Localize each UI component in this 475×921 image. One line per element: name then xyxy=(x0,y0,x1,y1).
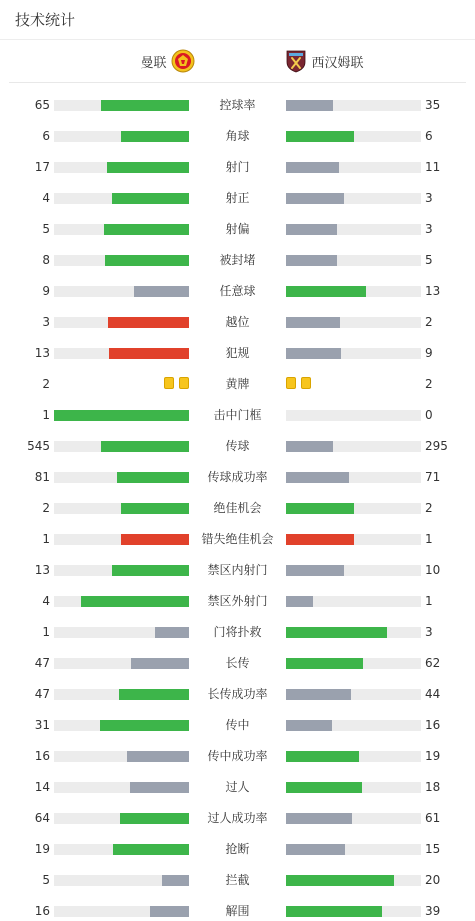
home-stat-bar-track xyxy=(54,627,189,638)
home-stat-bar-track xyxy=(54,658,189,669)
stat-row xyxy=(0,467,475,487)
home-stat-value: 47 xyxy=(34,656,50,670)
stat-row xyxy=(0,498,475,518)
stat-row xyxy=(0,250,475,270)
away-stat-value: 9 xyxy=(425,346,433,360)
away-stat-bar xyxy=(286,100,333,111)
stat-row xyxy=(0,436,475,456)
home-yellow-cards xyxy=(164,377,189,390)
stat-row xyxy=(0,126,475,146)
stat-row xyxy=(0,839,475,859)
away-stat-bar-track xyxy=(286,131,421,142)
stat-label: 被封堵 xyxy=(219,253,256,267)
home-stat-value: 31 xyxy=(34,718,50,732)
stat-label: 错失绝佳机会 xyxy=(201,532,274,546)
stat-row xyxy=(0,374,475,394)
away-stat-value: 5 xyxy=(425,253,433,267)
home-stat-value: 2 xyxy=(42,377,50,391)
away-stat-bar xyxy=(286,565,344,576)
teams-header xyxy=(9,40,466,83)
home-stat-bar xyxy=(121,503,189,514)
away-stat-bar-track xyxy=(286,720,421,731)
home-stat-bar-track xyxy=(54,472,189,483)
home-stat-value: 2 xyxy=(42,501,50,515)
stat-label: 射偏 xyxy=(225,222,250,236)
stat-label: 传中 xyxy=(225,718,250,732)
stat-row xyxy=(0,560,475,580)
home-stat-value: 81 xyxy=(34,470,50,484)
stat-row xyxy=(0,157,475,177)
home-stat-bar xyxy=(130,782,189,793)
yellow-card-icon xyxy=(301,377,311,389)
away-stat-bar-track xyxy=(286,441,421,452)
away-stat-value: 62 xyxy=(425,656,441,670)
away-stat-value: 20 xyxy=(425,873,441,887)
home-stat-bar xyxy=(134,286,189,297)
away-stat-value: 2 xyxy=(425,315,433,329)
home-stat-bar-track xyxy=(54,131,189,142)
away-stat-bar xyxy=(286,844,345,855)
away-stat-value: 10 xyxy=(425,563,441,577)
stat-label: 过人成功率 xyxy=(207,811,268,825)
away-stat-value: 44 xyxy=(425,687,441,701)
away-stat-bar xyxy=(286,689,351,700)
stat-row xyxy=(0,95,475,115)
home-stat-bar-track xyxy=(54,441,189,452)
stat-label: 控球率 xyxy=(219,98,256,112)
stat-label: 传球成功率 xyxy=(207,470,268,484)
home-stat-bar-track xyxy=(54,255,189,266)
home-stat-value: 47 xyxy=(34,687,50,701)
away-stat-value: 0 xyxy=(425,408,433,422)
home-stat-bar xyxy=(121,131,189,142)
away-stat-bar-track xyxy=(286,162,421,173)
home-stat-bar xyxy=(119,689,189,700)
stat-label: 解围 xyxy=(225,904,250,918)
home-stat-value: 5 xyxy=(42,873,50,887)
home-stat-bar-track xyxy=(54,503,189,514)
stat-label: 门将扑救 xyxy=(213,625,262,639)
home-stat-value: 13 xyxy=(34,346,50,360)
home-stat-bar-track xyxy=(54,317,189,328)
stat-label: 过人 xyxy=(225,780,250,794)
home-stat-bar-track xyxy=(54,565,189,576)
away-stat-value: 35 xyxy=(425,98,441,112)
away-stat-value: 2 xyxy=(425,501,433,515)
home-stat-value: 65 xyxy=(34,98,50,112)
away-stat-value: 295 xyxy=(425,439,448,453)
away-stat-bar xyxy=(286,875,394,886)
home-stat-bar xyxy=(155,627,189,638)
away-stat-bar-track xyxy=(286,286,421,297)
home-stat-bar-track xyxy=(54,100,189,111)
away-stat-bar xyxy=(286,720,332,731)
stat-label: 抢断 xyxy=(225,842,250,856)
home-stat-bar xyxy=(101,100,189,111)
home-stat-bar-track xyxy=(54,844,189,855)
away-stat-bar-track xyxy=(286,503,421,514)
away-stat-bar xyxy=(286,813,352,824)
away-stat-bar-track xyxy=(286,627,421,638)
home-stat-value: 1 xyxy=(42,532,50,546)
stat-row xyxy=(0,312,475,332)
away-stat-bar-track xyxy=(286,782,421,793)
stat-label: 长传成功率 xyxy=(207,687,268,701)
stat-row xyxy=(0,405,475,425)
home-stat-value: 19 xyxy=(34,842,50,856)
stat-label: 绝佳机会 xyxy=(213,501,262,515)
away-stat-bar xyxy=(286,503,354,514)
away-stat-bar-track xyxy=(286,255,421,266)
home-stat-bar-track xyxy=(54,751,189,762)
away-stat-bar-track xyxy=(286,410,421,421)
away-stat-bar-track xyxy=(286,658,421,669)
home-stat-bar-track xyxy=(54,906,189,917)
home-team-name: 曼联 xyxy=(140,55,167,71)
away-stat-value: 6 xyxy=(425,129,433,143)
home-stat-value: 3 xyxy=(42,315,50,329)
away-stat-value: 16 xyxy=(425,718,441,732)
away-stat-value: 61 xyxy=(425,811,441,825)
home-stat-bar xyxy=(81,596,189,607)
away-stat-bar xyxy=(286,348,341,359)
home-stat-bar-track xyxy=(54,286,189,297)
stat-row xyxy=(0,529,475,549)
away-stat-bar xyxy=(286,751,359,762)
home-stat-bar xyxy=(107,162,189,173)
home-stat-bar-track xyxy=(54,224,189,235)
away-stat-bar xyxy=(286,255,337,266)
yellow-card-icon xyxy=(179,377,189,389)
home-stat-bar xyxy=(120,813,189,824)
away-stat-bar xyxy=(286,658,363,669)
home-stat-value: 13 xyxy=(34,563,50,577)
home-stat-bar xyxy=(131,658,189,669)
away-stat-bar-track xyxy=(286,751,421,762)
yellow-card-icon xyxy=(164,377,174,389)
home-stat-bar xyxy=(112,193,189,204)
home-stat-bar xyxy=(100,720,189,731)
manchester-united-crest-icon xyxy=(171,49,195,73)
away-stat-value: 1 xyxy=(425,594,433,608)
away-stat-value: 15 xyxy=(425,842,441,856)
home-stat-value: 545 xyxy=(27,439,50,453)
home-stat-value: 6 xyxy=(42,129,50,143)
away-stat-value: 39 xyxy=(425,904,441,918)
home-stat-bar xyxy=(109,348,189,359)
away-stat-bar-track xyxy=(286,348,421,359)
home-stat-value: 9 xyxy=(42,284,50,298)
home-stat-bar xyxy=(113,844,189,855)
home-stat-value: 1 xyxy=(42,625,50,639)
away-stat-bar-track xyxy=(286,193,421,204)
away-stat-bar xyxy=(286,224,337,235)
away-stat-bar xyxy=(286,596,313,607)
home-stat-bar-track xyxy=(54,689,189,700)
home-stat-value: 1 xyxy=(42,408,50,422)
home-stat-bar-track xyxy=(54,162,189,173)
stat-row xyxy=(0,715,475,735)
home-stat-bar xyxy=(108,317,189,328)
away-stat-bar xyxy=(286,162,339,173)
away-stat-value: 19 xyxy=(425,749,441,763)
stat-label: 越位 xyxy=(225,315,250,329)
stat-label: 射正 xyxy=(225,191,250,205)
stat-label: 长传 xyxy=(225,656,250,670)
stat-label: 任意球 xyxy=(219,284,256,298)
home-team[interactable] xyxy=(140,47,194,75)
home-stat-value: 64 xyxy=(34,811,50,825)
home-stat-bar xyxy=(117,472,189,483)
away-stat-bar-track xyxy=(286,100,421,111)
home-stat-bar-track xyxy=(54,782,189,793)
stat-label: 角球 xyxy=(225,129,250,143)
away-stat-value: 2 xyxy=(425,377,433,391)
stat-label: 传中成功率 xyxy=(207,749,268,763)
home-stat-value: 5 xyxy=(42,222,50,236)
home-stat-bar xyxy=(112,565,189,576)
stat-row xyxy=(0,870,475,890)
stat-row xyxy=(0,591,475,611)
stat-row xyxy=(0,343,475,363)
stat-label: 禁区外射门 xyxy=(207,594,268,608)
stats-list xyxy=(0,83,475,918)
away-team-name: 西汉姆联 xyxy=(311,55,364,71)
away-stat-bar-track xyxy=(286,565,421,576)
home-stat-bar-track xyxy=(54,348,189,359)
home-stat-bar xyxy=(121,534,189,545)
away-stat-bar xyxy=(286,534,354,545)
stat-row xyxy=(0,777,475,797)
home-stat-bar-track xyxy=(54,813,189,824)
home-stat-bar xyxy=(104,224,189,235)
stat-row xyxy=(0,281,475,301)
away-stat-bar xyxy=(286,627,387,638)
away-stat-bar xyxy=(286,317,340,328)
stat-row xyxy=(0,808,475,828)
away-stat-bar-track xyxy=(286,844,421,855)
away-stat-value: 13 xyxy=(425,284,441,298)
away-stat-bar-track xyxy=(286,906,421,917)
home-stat-bar xyxy=(162,875,189,886)
away-stat-value: 71 xyxy=(425,470,441,484)
home-stat-bar xyxy=(127,751,189,762)
away-stat-value: 3 xyxy=(425,222,433,236)
yellow-card-icon xyxy=(286,377,296,389)
away-stat-bar xyxy=(286,286,366,297)
home-stat-bar-track xyxy=(54,410,189,421)
away-stat-bar xyxy=(286,906,382,917)
home-stat-value: 14 xyxy=(34,780,50,794)
away-stat-value: 1 xyxy=(425,532,433,546)
stat-row xyxy=(0,188,475,208)
stat-label: 击中门框 xyxy=(213,408,262,422)
away-team[interactable] xyxy=(284,47,364,75)
home-stat-value: 17 xyxy=(34,160,50,174)
home-stat-bar-track xyxy=(54,193,189,204)
stat-row xyxy=(0,901,475,921)
home-stat-value: 16 xyxy=(34,749,50,763)
away-stat-bar-track xyxy=(286,317,421,328)
stat-label: 射门 xyxy=(225,160,250,174)
stat-row xyxy=(0,622,475,642)
away-yellow-cards xyxy=(286,377,311,390)
away-stat-value: 18 xyxy=(425,780,441,794)
away-stat-bar xyxy=(286,441,333,452)
away-stat-bar-track xyxy=(286,534,421,545)
home-stat-bar-track xyxy=(54,875,189,886)
stat-label: 传球 xyxy=(225,439,250,453)
home-stat-bar xyxy=(105,255,189,266)
away-stat-bar-track xyxy=(286,472,421,483)
away-stat-bar xyxy=(286,472,349,483)
away-stat-value: 3 xyxy=(425,625,433,639)
stat-label: 拦截 xyxy=(225,873,250,887)
home-stat-bar-track xyxy=(54,596,189,607)
away-stat-value: 3 xyxy=(425,191,433,205)
away-stat-bar-track xyxy=(286,596,421,607)
stat-label: 禁区内射门 xyxy=(207,563,268,577)
home-stat-bar xyxy=(150,906,189,917)
away-stat-bar xyxy=(286,193,344,204)
away-stat-bar-track xyxy=(286,224,421,235)
west-ham-crest-icon xyxy=(284,49,308,73)
home-stat-value: 4 xyxy=(42,191,50,205)
stat-row xyxy=(0,746,475,766)
home-stat-value: 16 xyxy=(34,904,50,918)
away-stat-value: 11 xyxy=(425,160,441,174)
away-stat-bar xyxy=(286,782,362,793)
home-stat-value: 4 xyxy=(42,594,50,608)
home-stat-bar xyxy=(54,410,189,421)
stat-label: 犯规 xyxy=(225,346,250,360)
stat-label: 黄牌 xyxy=(225,377,250,391)
home-stat-value: 8 xyxy=(42,253,50,267)
title-bar xyxy=(0,0,475,40)
home-stat-bar-track xyxy=(54,534,189,545)
away-stat-bar-track xyxy=(286,689,421,700)
stat-row xyxy=(0,684,475,704)
page-title: 技术统计 xyxy=(15,11,76,29)
home-stat-bar xyxy=(101,441,189,452)
away-stat-bar xyxy=(286,131,354,142)
stat-row xyxy=(0,653,475,673)
stat-row xyxy=(0,219,475,239)
away-stat-bar-track xyxy=(286,813,421,824)
home-stat-bar-track xyxy=(54,720,189,731)
away-stat-bar-track xyxy=(286,875,421,886)
